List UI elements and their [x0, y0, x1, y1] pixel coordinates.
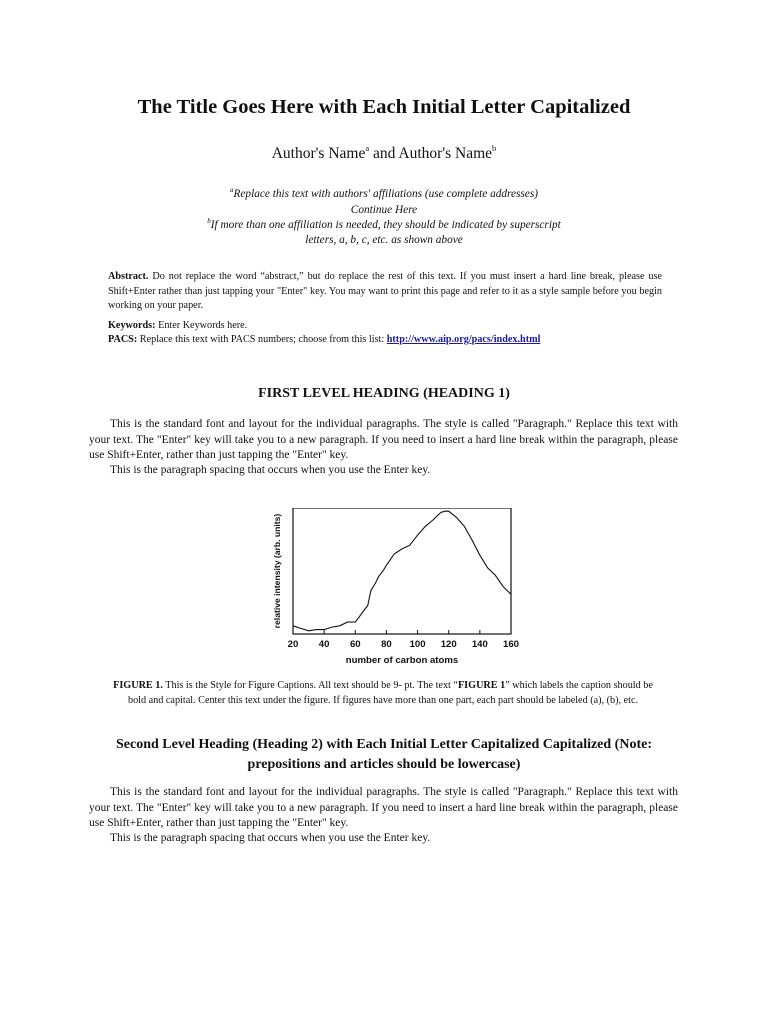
x-axis-ticks: [288, 630, 519, 650]
affiliation-superscript-a: a: [230, 186, 234, 194]
series-line: [293, 511, 511, 631]
author-superscript-2: b: [492, 143, 497, 153]
x-tick-label: 100: [409, 639, 426, 650]
affiliation-line-3: [0, 218, 768, 234]
author-line: [0, 144, 768, 164]
x-tick-label: 40: [318, 639, 330, 650]
x-tick-label: 20: [287, 639, 299, 650]
author-name-2: Author's Name: [398, 145, 493, 162]
paragraph-2-line-2: This is the paragraph spacing that occurs when you use the Enter key.: [110, 832, 431, 844]
keywords-label: Keywords:: [108, 320, 156, 331]
figure-caption: [103, 679, 663, 708]
x-tick-label: 120: [440, 639, 457, 650]
keywords-text: Enter Keywords here.: [155, 320, 248, 331]
figure-caption-text-2: ” which labels the caption should be bold and capital. Center this text under the figure. If figures have more than one part, each part should be labeled (a), (b), etc.: [127, 680, 653, 706]
author-superscript-1: a: [365, 143, 370, 153]
author-name-1: Author's Name: [271, 145, 366, 162]
pacs-line: [108, 333, 662, 348]
figure-caption-text-1: This is the Style for Figure Captions. All text should be 9- pt. The text “: [162, 680, 458, 691]
authors-conjunction: and: [369, 145, 399, 162]
figure-caption-label: FIGURE 1.: [113, 680, 163, 691]
affiliation-line-1: [0, 187, 768, 203]
keywords-line: [108, 319, 662, 334]
x-tick-label: 140: [471, 639, 488, 650]
figure-chart: [262, 508, 524, 668]
paragraph-1: This is the standard font and layout for the individual paragraphs. The style is called "Paragraph." Replace this text with your text. The "Enter" key will take you to a new paragraph. If you need to insert a hard line break within the paragraph, please use Shift+Enter, rather than just tapping the "Enter" key.: [89, 418, 678, 461]
x-tick-label: 80: [381, 639, 392, 650]
y-axis-label: relative intensity (arb. units): [272, 513, 282, 629]
figure-caption-bold: FIGURE 1: [457, 680, 506, 691]
pacs-link[interactable]: http://www.aip.org/pacs/index.html: [386, 334, 541, 345]
pacs-text: Replace this text with PACS numbers; choose from this list:: [137, 334, 387, 345]
abstract-text: Do not replace the word “abstract,” but do replace the rest of this text. If you must insert a hard line break, please use Shift+Enter rather than just tapping your "Enter" key. You may want to print this page and refer to it as a style sample before you begin working on your paper.: [108, 271, 662, 311]
pacs-label: PACS:: [108, 334, 138, 345]
x-axis-label: number of carbon atoms: [345, 655, 459, 666]
affiliation-superscript-b: b: [207, 217, 211, 225]
affiliation-line-4: letters, a, b, c, etc. as shown above: [305, 234, 463, 246]
affiliation-text-3: If more than one affiliation is needed, they should be indicated by superscript: [210, 219, 561, 231]
abstract-label: Abstract.: [108, 271, 149, 282]
second-level-heading: Second Level Heading (Heading 2) with Each Initial Letter Capitalized Capitalized (Note: prepositions and articles should be lowercase): [116, 737, 652, 772]
paper-title: The Title Goes Here with Each Initial Letter Capitalized: [137, 96, 631, 118]
x-tick-label: 60: [349, 639, 361, 650]
x-tick-label: 160: [502, 639, 520, 650]
first-level-heading: FIRST LEVEL HEADING (HEADING 1): [258, 386, 510, 401]
affiliation-line-2: Continue Here: [350, 204, 418, 216]
plot-frame: [293, 508, 511, 634]
paragraph-2: This is the standard font and layout for the individual paragraphs. The style is called "Paragraph." Replace this text with your text. The "Enter" key will take you to a new paragraph. If you need to insert a hard line break within the paragraph, please use Shift+Enter, rather than just tapping the "Enter" key.: [89, 786, 678, 829]
affiliation-text-1: Replace this text with authors' affiliations (use complete addresses): [233, 188, 538, 200]
abstract-block: [108, 270, 662, 314]
paragraph-1-line-2: This is the paragraph spacing that occurs when you use the Enter key.: [110, 464, 431, 476]
